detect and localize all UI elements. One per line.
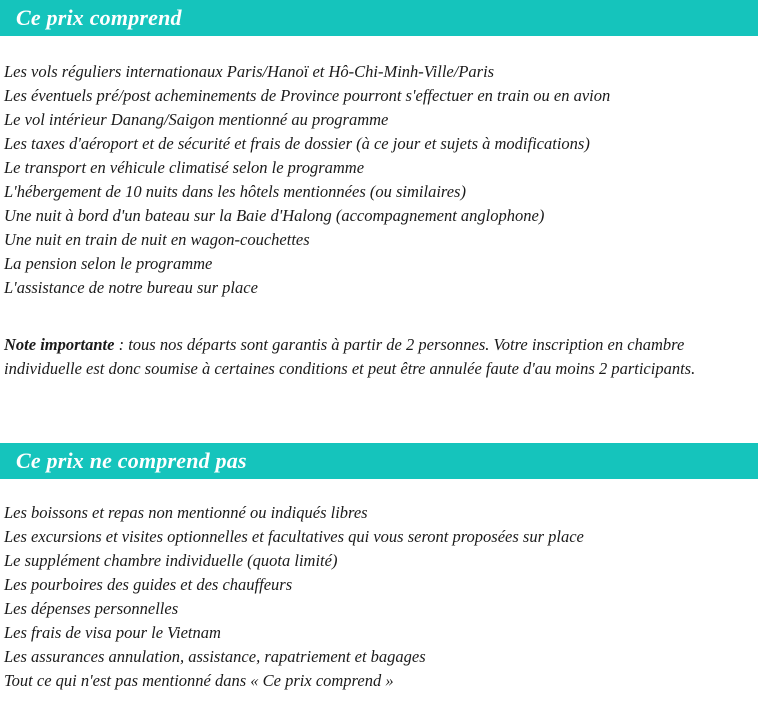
- list-item: Le transport en véhicule climatisé selon le programme: [4, 158, 365, 177]
- included-list: [2, 60, 754, 300]
- important-note: [2, 333, 754, 381]
- section-included-title: Ce prix comprend: [0, 0, 758, 36]
- important-note-text: : tous nos départs sont garantis à partir de 2 personnes. Votre inscription en chambre individuelle est donc soumise à certaines conditions et peut être annulée faute d'au moins 2 participants.: [4, 334, 696, 378]
- list-item: Les excursions et visites optionnelles et facultatives qui vous seront proposées sur place: [4, 527, 584, 546]
- list-item: Les vols réguliers internationaux Paris/Hanoï et Hô-Chi-Minh-Ville/Paris: [4, 62, 495, 81]
- list-item: Le supplément chambre individuelle (quota limité): [4, 551, 338, 570]
- list-item: Une nuit à bord d'un bateau sur la Baie d'Halong (accompagnement anglophone): [4, 206, 545, 225]
- list-item: L'hébergement de 10 nuits dans les hôtels mentionnées (ou similaires): [4, 182, 466, 201]
- section-not-included-body: [0, 501, 758, 693]
- list-item: Les assurances annulation, assistance, rapatriement et bagages: [4, 647, 426, 666]
- list-item: Les boissons et repas non mentionné ou indiqués libres: [4, 503, 368, 522]
- section-included-body: [0, 60, 758, 381]
- section-not-included: [0, 443, 758, 693]
- list-item: Une nuit en train de nuit en wagon-couchettes: [4, 230, 310, 249]
- important-note-label: Note importante: [4, 334, 115, 354]
- list-item: Les pourboires des guides et des chauffeurs: [4, 575, 293, 594]
- list-item: Les frais de visa pour le Vietnam: [4, 623, 221, 642]
- list-item: Les éventuels pré/post acheminements de Province pourront s'effectuer en train ou en avion: [4, 86, 611, 105]
- list-item: Les dépenses personnelles: [4, 599, 179, 618]
- spacer: [0, 479, 758, 501]
- not-included-list: [2, 501, 754, 693]
- spacer: [2, 300, 754, 316]
- spacer: [0, 36, 758, 60]
- list-item: La pension selon le programme: [4, 254, 213, 273]
- list-item: Tout ce qui n'est pas mentionné dans « Ce prix comprend »: [4, 671, 394, 690]
- section-not-included-title: Ce prix ne comprend pas: [0, 443, 758, 479]
- spacer: [0, 397, 758, 443]
- list-item: L'assistance de notre bureau sur place: [4, 278, 258, 297]
- list-item: Les taxes d'aéroport et de sécurité et frais de dossier (à ce jour et sujets à modifications): [4, 134, 590, 153]
- list-item: Le vol intérieur Danang/Saigon mentionné au programme: [4, 110, 389, 129]
